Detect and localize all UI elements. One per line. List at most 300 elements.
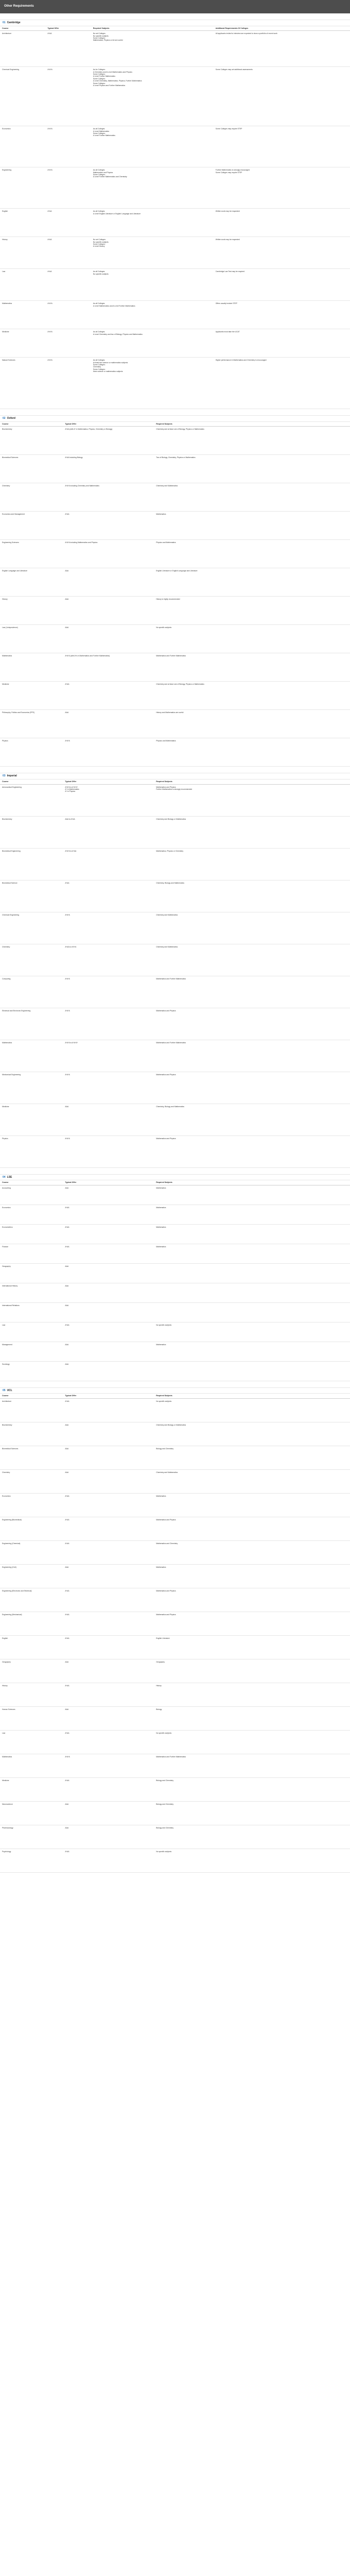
table-cell: Higher performance in Mathematics and Chemistry is encouraged — [214, 358, 350, 409]
table-row — [0, 512, 350, 540]
table-row — [0, 455, 350, 483]
table-cell: No specific subjects — [154, 1322, 350, 1342]
table-cell: Mathematics — [154, 1342, 350, 1361]
table-cell: Physics — [0, 738, 63, 767]
table-cell: No set Colleges: No specific subjects Some Colleges: A Level History — [91, 237, 214, 269]
table-cell: Biology and Chemistry — [154, 1446, 350, 1469]
table-cell: Economics and Management — [0, 512, 63, 540]
table-cell: A*A*A — [63, 912, 154, 944]
table-cell: Geography — [0, 1659, 63, 1683]
oxford-table — [0, 422, 350, 767]
table-cell: Chemistry and at least one of Biology, Physics or Mathematics — [154, 682, 350, 710]
table-cell: A*AA — [45, 31, 91, 67]
table-cell: Architecture — [0, 1398, 63, 1422]
table-cell: Mathematics — [154, 512, 350, 540]
table-cell: No specific subjects — [154, 625, 350, 653]
table-row — [0, 816, 350, 848]
table-cell: Biochemistry — [0, 816, 63, 848]
table-cell: Economics — [0, 126, 45, 167]
table-cell: A*A*A — [63, 1072, 154, 1104]
table-cell: Biomedical Science — [0, 880, 63, 912]
table-cell: Mathematics and Further Mathematics — [154, 976, 350, 1008]
table-cell: Two of Biology, Chemistry, Physics or Mathematics — [154, 455, 350, 483]
table-row — [0, 483, 350, 512]
table-cell: English — [0, 209, 45, 237]
table-cell: Biochemistry — [0, 427, 63, 455]
table-cell: English Literature — [154, 1635, 350, 1659]
table-cell: Mathematics — [0, 301, 45, 329]
table-cell: Medicine — [0, 1104, 63, 1136]
table-cell: Mathematics — [154, 1493, 350, 1517]
table-cell: A*A*A — [63, 1754, 154, 1777]
table-header-row — [0, 26, 350, 31]
table-cell: Mathematics and Chemistry — [154, 1540, 350, 1564]
table-cell: A*AA — [63, 1612, 154, 1635]
table-row — [0, 1469, 350, 1493]
table-cell: Medicine — [0, 329, 45, 358]
table-cell: A*A*A to A*AA — [63, 848, 154, 880]
table-row — [0, 1635, 350, 1659]
table-cell: Engineering (Mechanical) — [0, 1612, 63, 1635]
table-cell: Engineering (Electronic and Electrical) — [0, 1588, 63, 1612]
table-row — [0, 1185, 350, 1205]
table-cell: A*AA — [45, 269, 91, 301]
table-cell: AAA — [63, 625, 154, 653]
table-cell: AAA — [63, 1564, 154, 1588]
table-cell: History — [0, 1683, 63, 1706]
table-cell: A*AA — [63, 1683, 154, 1706]
table-row — [0, 1683, 350, 1706]
table-cell: Offers usually include STEP — [214, 301, 350, 329]
column-header: Typical Offer — [63, 1394, 154, 1398]
table-cell: Biochemistry — [0, 1422, 63, 1446]
ucl-table — [0, 1394, 350, 1873]
section-tab-cambridge[interactable] — [0, 20, 350, 26]
table-cell: A*AA — [63, 1398, 154, 1422]
table-cell: A*AA — [63, 1730, 154, 1754]
table-row — [0, 1263, 350, 1283]
table-row — [0, 67, 350, 126]
table-row — [0, 1801, 350, 1825]
section-title: Imperial — [7, 774, 17, 778]
table-cell: Management — [0, 1342, 63, 1361]
table-cell: AAA — [63, 1185, 154, 1205]
table-cell: As all Colleges: At least two science or mathematics subjects Some Colleges: Chemistry Some Colleges: three science or mathematics subjects — [91, 358, 214, 409]
table-cell: Natural Sciences — [0, 358, 45, 409]
table-row — [0, 1825, 350, 1849]
table-row — [0, 1564, 350, 1588]
table-row — [0, 976, 350, 1008]
table-cell: Mathematics and Further Mathematics — [154, 1040, 350, 1072]
table-cell: AAA — [63, 1283, 154, 1302]
table-cell: Engineering — [0, 167, 45, 209]
table-cell: Accounting — [0, 1185, 63, 1205]
table-cell: AAA — [63, 1342, 154, 1361]
table-cell: A*AA — [63, 1849, 154, 1872]
table-cell: AAA — [63, 1302, 154, 1322]
table-cell: Geography — [154, 1659, 350, 1683]
table-cell: AAA — [63, 1469, 154, 1493]
lse-table — [0, 1180, 350, 1381]
table-cell: English Literature or English Language and Literature — [154, 568, 350, 597]
table-row — [0, 597, 350, 625]
table-cell: Chemical Engineering — [0, 912, 63, 944]
table-cell: Chemistry and Mathematics — [154, 912, 350, 944]
column-header: Typical Offer — [63, 422, 154, 427]
table-cell: A*AA to A*A*A — [63, 944, 154, 976]
table-cell: A*AA — [63, 1540, 154, 1564]
table-row — [0, 1517, 350, 1540]
table-row — [0, 1588, 350, 1612]
table-row — [0, 167, 350, 209]
table-cell: A*A*A — [45, 167, 91, 209]
table-cell: As all Colleges: A Level Mathematics and A Level Further Mathematics — [91, 301, 214, 329]
table-row — [0, 1612, 350, 1635]
table-cell: International History — [0, 1283, 63, 1302]
table-cell: English Language and Literature — [0, 568, 63, 597]
table-row — [0, 1754, 350, 1777]
column-header: Required Subjects — [154, 422, 350, 427]
table-row — [0, 427, 350, 455]
table-cell: History — [0, 237, 45, 269]
table-cell: AAA — [63, 597, 154, 625]
column-header: Course — [0, 779, 63, 784]
table-row — [0, 568, 350, 597]
section-tab-oxford[interactable] — [0, 415, 350, 422]
table-cell: History — [0, 597, 63, 625]
table-cell: Law — [0, 1322, 63, 1342]
table-row — [0, 1322, 350, 1342]
table-cell: Mathematics and Physics Further Mathematics is strongly recommended — [154, 784, 350, 816]
table-cell: AAA — [63, 1263, 154, 1283]
cambridge-table — [0, 26, 350, 410]
table-cell: Mechanical Engineering — [0, 1072, 63, 1104]
column-header: Course — [0, 1180, 63, 1185]
table-cell: Mathematics — [154, 1185, 350, 1205]
table-cell: Mathematics — [154, 1564, 350, 1588]
table-cell: A*A*A — [63, 1136, 154, 1167]
table-cell: Engineering (Chemical) — [0, 1540, 63, 1564]
table-cell: A*AA — [45, 237, 91, 269]
table-cell: Econometrics — [0, 1224, 63, 1244]
table-row — [0, 1283, 350, 1302]
section-number: 05 — [3, 1388, 6, 1392]
table-cell: Economics — [0, 1205, 63, 1224]
section-title: Cambridge — [7, 21, 21, 24]
section-number: 03 — [3, 774, 6, 778]
table-cell: Neuroscience — [0, 1801, 63, 1825]
table-cell: AAA — [63, 1446, 154, 1469]
table-header-row — [0, 1180, 350, 1185]
table-cell: A*AA — [63, 880, 154, 912]
table-header-row — [0, 1394, 350, 1398]
table-cell: Law — [0, 1730, 63, 1754]
column-header: Required Subjects — [154, 1180, 350, 1185]
table-cell: Mathematics — [0, 1754, 63, 1777]
table-cell: A*A*A — [63, 976, 154, 1008]
table-cell: A*A*A — [63, 738, 154, 767]
table-cell: Medicine — [0, 682, 63, 710]
table-cell: A*AA — [63, 1588, 154, 1612]
table-cell: Written work may be requested — [214, 209, 350, 237]
table-row — [0, 540, 350, 568]
table-cell: Written work may be requested — [214, 237, 350, 269]
table-cell: Engineering (Biomedical) — [0, 1517, 63, 1540]
table-cell: Chemistry — [0, 483, 63, 512]
table-header-row — [0, 422, 350, 427]
table-cell: A*A*A — [45, 67, 91, 126]
table-cell: Biology and Chemistry — [154, 1777, 350, 1801]
section-title: LSE — [7, 1175, 12, 1179]
table-cell: A*AA — [63, 1517, 154, 1540]
table-row — [0, 625, 350, 653]
table-cell: A*A*A to A*A*A* A* in Mathematics A* in Physics — [63, 784, 154, 816]
table-cell: AAA — [63, 1422, 154, 1446]
table-row — [0, 1008, 350, 1040]
table-row — [0, 31, 350, 67]
table-cell: AAA — [63, 1659, 154, 1683]
table-cell: Geography — [0, 1263, 63, 1283]
table-cell: A*AA — [63, 1205, 154, 1224]
table-row — [0, 848, 350, 880]
table-cell: Electrical and Electronic Engineering — [0, 1008, 63, 1040]
table-cell: Biology and Chemistry — [154, 1801, 350, 1825]
table-cell: A*AA — [63, 1244, 154, 1263]
table-cell: Finance — [0, 1244, 63, 1263]
table-cell: A*A*A (with A*s in Mathematics and Further Mathematics) — [63, 653, 154, 682]
table-cell: Mathematics — [0, 653, 63, 682]
table-cell: AAA — [63, 1104, 154, 1136]
table-cell: Chemistry — [0, 944, 63, 976]
table-cell: AAA — [63, 1706, 154, 1730]
table-cell: Mathematics and Further Mathematics — [154, 653, 350, 682]
table-cell: Chemistry — [0, 1469, 63, 1493]
column-header: Required Subjects — [154, 1394, 350, 1398]
table-cell: A*AA — [63, 1322, 154, 1342]
table-cell: Mathematics — [154, 1224, 350, 1244]
table-cell: Architecture — [0, 31, 45, 67]
table-cell — [154, 1302, 350, 1322]
table-row — [0, 1730, 350, 1754]
table-cell: A*A*A — [45, 358, 91, 409]
table-cell: AAA — [63, 710, 154, 738]
column-header: Typical Offer — [45, 26, 91, 31]
table-cell: No set Colleges No specific subjects Some Colleges: Mathematics, Physics or Art are useful — [91, 31, 214, 67]
table-row — [0, 1398, 350, 1422]
table-row — [0, 653, 350, 682]
table-cell: Engineering (Civil) — [0, 1564, 63, 1588]
table-cell: Biomedical Sciences — [0, 455, 63, 483]
section-tab-ucl[interactable] — [0, 1387, 350, 1394]
table-cell: AAA to A*AA — [63, 816, 154, 848]
table-cell: International Relations — [0, 1302, 63, 1322]
table-row — [0, 209, 350, 237]
table-cell: Mathematics and Further Mathematics — [154, 1754, 350, 1777]
table-cell: Engineering Sciences — [0, 540, 63, 568]
table-cell: As all Colleges: Mathematics and Physics Some Colleges: A Level Further Mathematics and Chemistry — [91, 167, 214, 209]
table-cell: Mathematics and Physics — [154, 1612, 350, 1635]
table-row — [0, 784, 350, 816]
imperial-table — [0, 779, 350, 1168]
table-cell: Mathematics — [0, 1040, 63, 1072]
section-title: Oxford — [7, 417, 15, 420]
table-row — [0, 237, 350, 269]
table-row — [0, 1849, 350, 1872]
column-header: Additional Requirements Of Colleges — [214, 26, 350, 31]
table-cell: A*A*A including Mathematics and Physics — [63, 540, 154, 568]
column-header: Course — [0, 26, 45, 31]
table-cell: A*A*A — [63, 1008, 154, 1040]
table-cell: A*AA (with A* in Mathematics, Physics, Chemistry or Biology) — [63, 427, 154, 455]
table-cell: Physics and Mathematics — [154, 540, 350, 568]
table-row — [0, 1342, 350, 1361]
table-row — [0, 1205, 350, 1224]
column-header: Typical Offer — [63, 779, 154, 784]
table-cell: Chemistry, Biology and Mathematics — [154, 880, 350, 912]
table-cell: History and Mathematics are useful — [154, 710, 350, 738]
table-cell: Mathematics and Physics — [154, 1008, 350, 1040]
table-cell: Some Colleges may require STEP — [214, 126, 350, 167]
table-cell: AAA — [63, 1361, 154, 1381]
table-cell: AAA — [63, 568, 154, 597]
table-cell — [154, 1361, 350, 1381]
table-cell: A*A*A — [45, 329, 91, 358]
table-cell — [154, 1263, 350, 1283]
table-cell: Sociology — [0, 1361, 63, 1381]
table-cell: No specific subjects — [154, 1849, 350, 1872]
table-cell: Chemistry and Mathematics — [154, 944, 350, 976]
table-cell: English — [0, 1635, 63, 1659]
section-tab-imperial[interactable] — [0, 773, 350, 779]
table-cell: As all Colleges: No specific subjects — [91, 269, 214, 301]
table-cell: Mathematics, Physics or Chemistry — [154, 848, 350, 880]
table-cell: Mathematics and Physics — [154, 1136, 350, 1167]
table-row — [0, 1072, 350, 1104]
table-cell: Physics — [0, 1136, 63, 1167]
table-row — [0, 1224, 350, 1244]
table-cell: Some Colleges may set additional assessments — [214, 67, 350, 126]
table-row — [0, 329, 350, 358]
table-cell: Mathematics — [154, 1205, 350, 1224]
table-row — [0, 1493, 350, 1517]
table-cell: Law — [0, 269, 45, 301]
table-cell: Cambridge Law Test may be required — [214, 269, 350, 301]
table-cell: History is highly recommended — [154, 597, 350, 625]
column-header: Course — [0, 422, 63, 427]
table-cell: As all Colleges: A Level Mathematics Some Colleges: A Level Further Mathematics — [91, 126, 214, 167]
table-cell: Chemical Engineering — [0, 67, 45, 126]
table-cell: All applicants invited to interview are expected to show a portfolio of recent work — [214, 31, 350, 67]
table-cell: A*A*A — [45, 301, 91, 329]
table-cell: Mathematics and Physics — [154, 1072, 350, 1104]
table-row — [0, 358, 350, 409]
table-cell: AAA — [63, 1801, 154, 1825]
table-cell — [154, 1283, 350, 1302]
column-header: Required Subjects — [154, 779, 350, 784]
table-cell: Biomedical Engineering — [0, 848, 63, 880]
column-header: Course — [0, 1394, 63, 1398]
table-cell: Chemistry and Mathematics — [154, 483, 350, 512]
table-cell: AAA — [63, 1825, 154, 1849]
table-cell: Physics and Mathematics — [154, 738, 350, 767]
table-cell: Biology and Chemistry — [154, 1825, 350, 1849]
table-cell: A*AA — [45, 209, 91, 237]
table-cell: Mathematics and Physics — [154, 1517, 350, 1540]
section-title: UCL — [7, 1388, 12, 1392]
table-cell: Pharmacology — [0, 1825, 63, 1849]
table-cell: Aeronautical Engineering — [0, 784, 63, 816]
table-cell: As all Colleges: A Level English Literature or English Language and Literature — [91, 209, 214, 237]
table-cell: A*A*A to A*A*A* — [63, 1040, 154, 1072]
table-cell: Philosophy, Politics and Economics (PPE) — [0, 710, 63, 738]
table-cell: Chemistry and at least one of Biology, Physics or Mathematics — [154, 427, 350, 455]
table-cell: As all Colleges: A Level Chemistry and two of Biology, Physics and Mathematics — [91, 329, 214, 358]
page-title: Other Requirements — [4, 5, 34, 8]
table-row — [0, 1104, 350, 1136]
table-cell: Mathematics — [154, 1244, 350, 1263]
table-cell: Medicine — [0, 1777, 63, 1801]
header-bar — [0, 0, 350, 13]
section-number: 01 — [3, 21, 6, 24]
table-cell: A*A*A including Chemistry and Mathematics — [63, 483, 154, 512]
table-cell: No specific subjects — [154, 1398, 350, 1422]
table-cell: History — [154, 1683, 350, 1706]
table-cell: A*A*A — [45, 126, 91, 167]
table-row — [0, 1361, 350, 1381]
table-cell: Law (Jurisprudence) — [0, 625, 63, 653]
section-number: 04 — [3, 1175, 6, 1179]
table-cell: Chemistry and Mathematics — [154, 1469, 350, 1493]
table-row — [0, 1540, 350, 1564]
table-cell: Further Mathematics is strongly encouraged Some Colleges may require STEP — [214, 167, 350, 209]
table-row — [0, 738, 350, 767]
table-cell: A*AA including Biology — [63, 455, 154, 483]
section-tab-lse[interactable] — [0, 1174, 350, 1181]
table-row — [0, 1777, 350, 1801]
table-row — [0, 944, 350, 976]
table-row — [0, 126, 350, 167]
table-cell: Psychology — [0, 1849, 63, 1872]
table-cell: Applicants must take the UCAT — [214, 329, 350, 358]
table-cell: A*AA — [63, 1493, 154, 1517]
column-header: Typical Offer — [63, 1180, 154, 1185]
table-row — [0, 1040, 350, 1072]
table-row — [0, 1422, 350, 1446]
table-cell: Chemistry, Biology and Mathematics — [154, 1104, 350, 1136]
table-row — [0, 1136, 350, 1167]
table-row — [0, 1706, 350, 1730]
section-number: 02 — [3, 417, 6, 420]
table-header-row — [0, 779, 350, 784]
table-row — [0, 912, 350, 944]
table-cell: As for Colleges: A Chemistry and A Level Mathematics and Physics Some Colleges: A Level Further Mathematics Some Colleges: A Level Chemistry, Mathematics, Physics, Further Mathematics Some Colleges: A Level Physics and Further Mathematics — [91, 67, 214, 126]
table-cell: Biomedical Sciences — [0, 1446, 63, 1469]
table-row — [0, 1302, 350, 1322]
table-row — [0, 1659, 350, 1683]
table-row — [0, 682, 350, 710]
table-cell: A*AA — [63, 682, 154, 710]
column-header: Required Subjects — [91, 26, 214, 31]
table-row — [0, 1446, 350, 1469]
table-row — [0, 301, 350, 329]
table-cell: Economics — [0, 1493, 63, 1517]
table-cell: No specific subjects — [154, 1730, 350, 1754]
table-cell: Mathematics and Physics — [154, 1588, 350, 1612]
table-cell: Computing — [0, 976, 63, 1008]
table-row — [0, 880, 350, 912]
table-row — [0, 269, 350, 301]
table-cell: Biology — [154, 1706, 350, 1730]
